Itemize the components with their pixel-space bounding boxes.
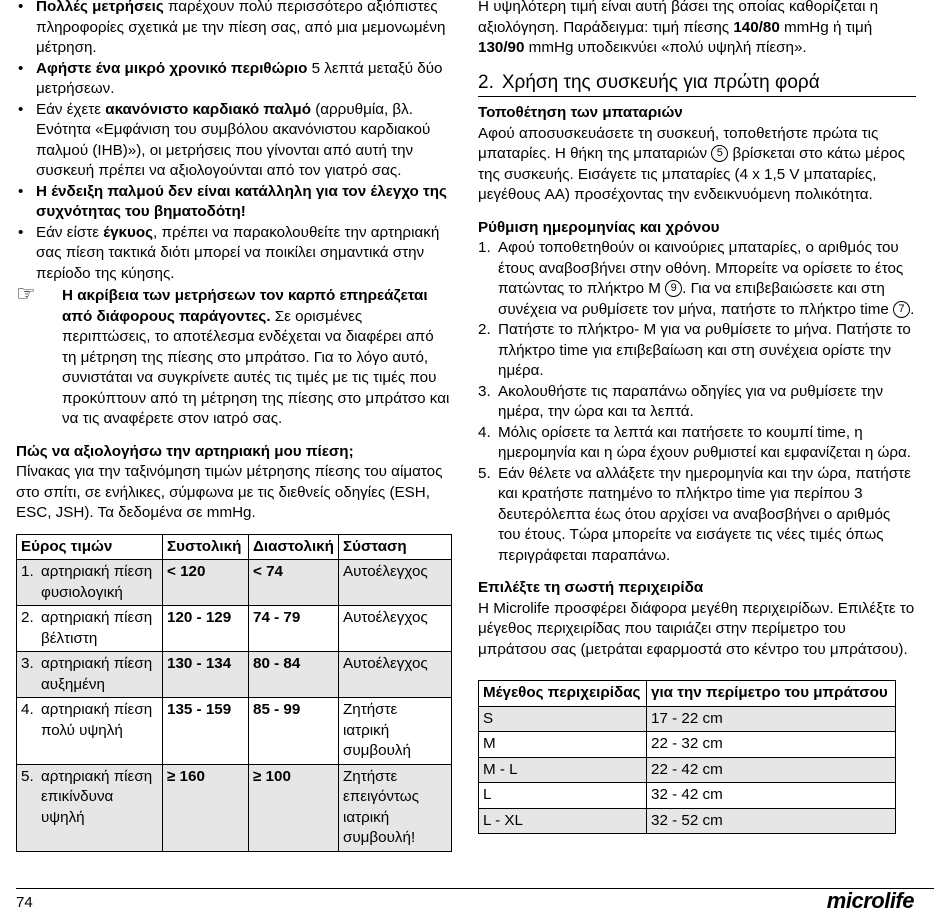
bullet-icon: • — [18, 0, 24, 15]
table-row — [17, 764, 452, 851]
table-header-row — [17, 534, 452, 560]
arm-circumference-cell: 22 - 42 cm — [647, 757, 896, 783]
list-item: 2. Πατήστε το πλήκτρο- M για να ρυθμίσετε το μήνα. Πατήστε το πλήκτρο time για επιβεβαίωση και στη συνέχεια ορίστε την ημέρα. — [478, 321, 911, 379]
battery-heading: Τοποθέτηση των μπαταριών — [478, 104, 683, 121]
date-time-steps — [478, 238, 916, 566]
arm-circumference-cell: 32 - 52 cm — [647, 808, 896, 834]
diastolic-cell: < 74 — [249, 560, 339, 606]
table-row — [17, 606, 452, 652]
recommendation-cell: Ζητήστε επειγόντως ιατρική συμβουλή! — [339, 764, 452, 851]
footer-divider — [16, 888, 934, 889]
list-item: 4. Μόλις ορίσετε τα λεπτά και πατήσετε το κουμπί time, η ημερομηνία και η ώρα έχουν ρυθμιστεί και εμφανίζεται η ώρα. — [478, 423, 912, 461]
evaluation-heading: Πώς να αξιολογήσω την αρτηριακή μου πίεση; — [16, 442, 354, 460]
list-item: • Πολλές μετρήσεις παρέχουν πολύ περισσότερο αξιόπιστες πληροφορίες σχετικά με την πίεση σας, από μια μεμονωμένη μέτρηση. — [16, 0, 452, 59]
right-column — [478, 0, 916, 834]
tips-list — [16, 0, 452, 284]
table-row — [479, 732, 896, 758]
table-header: Μέγεθος περιχειρίδας — [479, 681, 647, 707]
diastolic-cell: 74 - 79 — [249, 606, 339, 652]
recommendation-cell: Αυτοέλεγχος — [339, 652, 452, 698]
brand-logo: microlife — [826, 888, 914, 913]
recommendation-cell: Αυτοέλεγχος — [339, 606, 452, 652]
systolic-cell: 120 - 129 — [163, 606, 249, 652]
range-cell: 2. αρτηριακή πίεση βέλτιστη — [17, 606, 163, 652]
cuff-text: Η Microlife προσφέρει διάφορα μεγέθη περιχειρίδων. Επιλέξτε το μέγεθος περιχειρίδας που ταιριάζει στην περίμετρο του μπράτσου σας (μετράται εφαρμοστά στο κέντρο του μπράτσου). — [478, 599, 915, 658]
evaluation-example: Η υψηλότερη τιμή είναι αυτή βάσει της οποίας καθορίζεται η αξιολόγηση. Παράδειγμα: τιμή πίεσης 140/80 mmHg ή τιμή 130/90 mmHg υποδεικνύει «πολύ υψηλή πίεση». — [478, 0, 879, 56]
table-row — [479, 757, 896, 783]
bullet-icon: • — [18, 59, 24, 77]
range-cell: 4. αρτηριακή πίεση πολύ υψηλή — [17, 698, 163, 765]
arm-circumference-cell: 32 - 42 cm — [647, 783, 896, 809]
list-item: 5. Εάν θέλετε να αλλάξετε την ημερομηνία και την ώρα, πατήστε και κρατήστε πατημένο το πλήκτρο time για περίπου 3 δευτερόλεπτα έως ότου αρχίσει να αναβοσβήνει ο αριθμός του έτους. Τώρα μπορείτε να εισάγετε τις νέες τιμές όπως περιγράφεται παραπάνω. — [478, 464, 911, 564]
diastolic-cell: ≥ 100 — [249, 764, 339, 851]
cuff-size-cell: M — [479, 732, 647, 758]
table-header: Συστολική — [163, 534, 249, 560]
left-column — [16, 0, 452, 852]
arm-circumference-cell: 17 - 22 cm — [647, 706, 896, 732]
cuff-size-cell: L — [479, 783, 647, 809]
table-row — [17, 698, 452, 765]
evaluation-intro: Πίνακας για την ταξινόμηση τιμών μέτρησης πίεσης του αίματος στο σπίτι, σε ενήλικες, σύμφωνα με τις διεθνείς οδηγίες (ESH, ESC, JSH). Τα δεδομένα σε mmHg. — [16, 463, 443, 521]
cuff-heading: Επιλέξτε τη σωστή περιχειρίδα — [478, 579, 704, 596]
circled-number-icon: 5 — [711, 145, 728, 162]
table-row — [17, 652, 452, 698]
circled-number-icon: 9 — [665, 280, 682, 297]
date-time-heading: Ρύθμιση ημερομηνίας και χρόνου — [478, 218, 720, 236]
table-header: για την περίμετρο του μπράτσου — [647, 681, 896, 707]
range-cell: 3. αρτηριακή πίεση αυξημένη — [17, 652, 163, 698]
table-header: Εύρος τιμών — [17, 534, 163, 560]
cuff-size-table — [478, 680, 896, 834]
page-number: 74 — [16, 894, 33, 911]
bullet-icon: • — [18, 100, 24, 118]
cuff-size-cell: M - L — [479, 757, 647, 783]
arm-circumference-cell: 22 - 32 cm — [647, 732, 896, 758]
range-cell: 1. αρτηριακή πίεση φυσιολογική — [17, 560, 163, 606]
table-header-row — [479, 681, 896, 707]
range-cell: 5. αρτηριακή πίεση επικίνδυνα υψηλή — [17, 764, 163, 851]
recommendation-cell: Ζητήστε ιατρική συμβουλή — [339, 698, 452, 765]
list-item: 1. Αφού τοποθετηθούν οι καινούριες μπαταρίες, ο αριθμός του έτους αναβοσβήνει στην οθόνη. Μπορείτε να ορίσετε το έτος πατώντας το πλήκτρο M 9 . Για να επιβεβαιώσετε και στη συνέχεια να ρυθμίσετε τον μήνα, πατήστε το πλήκτρο time 7 . — [478, 239, 915, 318]
pointing-hand-icon: ☞ — [16, 281, 36, 306]
systolic-cell: 130 - 134 — [163, 652, 249, 698]
table-row — [479, 783, 896, 809]
list-item: 3. Ακολουθήστε τις παραπάνω οδηγίες για να ρυθμίσετε την ημέρα, την ώρα και τα λεπτά. — [478, 382, 884, 420]
diastolic-cell: 80 - 84 — [249, 652, 339, 698]
diastolic-cell: 85 - 99 — [249, 698, 339, 765]
table-header: Σύσταση — [339, 534, 452, 560]
list-item: • Η ένδειξη παλμού δεν είναι κατάλληλη για τον έλεγχο της συχνότητας του βηματοδότη! — [18, 182, 447, 220]
cuff-size-cell: L - XL — [479, 808, 647, 834]
battery-text: Αφού αποσυσκευάσετε τη συσκευή, τοποθετήστε πρώτα τις μπαταρίες. Η θήκη της μπαταριών 5 βρίσκεται στο κάτω μέρος της συσκευής. Εισάγετε τις μπαταρίες (4 x 1,5 V μπαταρίες, μεγέθους AA) προσέχοντας την ενδεικνυόμενη πολικότητα. — [478, 124, 905, 203]
table-row — [479, 808, 896, 834]
recommendation-cell: Αυτοέλεγχος — [339, 560, 452, 606]
bullet-icon: • — [18, 182, 24, 200]
bullet-icon: • — [18, 223, 24, 241]
table-header: Διαστολική — [249, 534, 339, 560]
section-heading: 2. Χρήση της συσκευής για πρώτη φορά — [478, 73, 916, 98]
blood-pressure-table — [16, 534, 452, 852]
systolic-cell: ≥ 160 — [163, 764, 249, 851]
accuracy-note: ☞ Η ακρίβεια των μετρήσεων τον καρπό επηρεάζεται από διάφορους παράγοντες. Σε ορισμένες περιπτώσεις, το αποτέλεσμα ενδέχεται να διαφέρει από τη μέτρηση της πίεσης στο μπράτσο. Για το λόγο αυτό, συνιστάται να συγκρίνετε αυτές τις τιμές με τις τιμές που προκύπτουν από τη μέτρηση της πίεσης στο μπράτσο και να τις αναφέρετε στον ιατρό σας. — [16, 281, 450, 427]
cuff-size-cell: S — [479, 706, 647, 732]
table-row — [479, 706, 896, 732]
systolic-cell: < 120 — [163, 560, 249, 606]
list-item: • Αφήστε ένα μικρό χρονικό περιθώριο 5 λεπτά μεταξύ δύο μετρήσεων. — [18, 59, 443, 97]
list-item: • Εάν είστε έγκυος, πρέπει να παρακολουθείτε την αρτηριακή σας πίεση τακτικά διότι μπορεί να ποικίλει σημαντικά στην περίοδο της κύησης. — [18, 223, 440, 282]
list-item: • Εάν έχετε ακανόνιστο καρδιακό παλμό (αρρυθμία, βλ. Ενότητα «Εμφάνιση του συμβόλου ακανόνιστου καρδιακού παλμού (IHB)»), οι μετρήσεις που γίνονται από αυτή την συσκευή πρέπει να αξιολογούνται από τον γιατρό σας. — [18, 100, 431, 179]
systolic-cell: 135 - 159 — [163, 698, 249, 765]
table-row — [17, 560, 452, 606]
circled-number-icon: 7 — [893, 301, 910, 318]
